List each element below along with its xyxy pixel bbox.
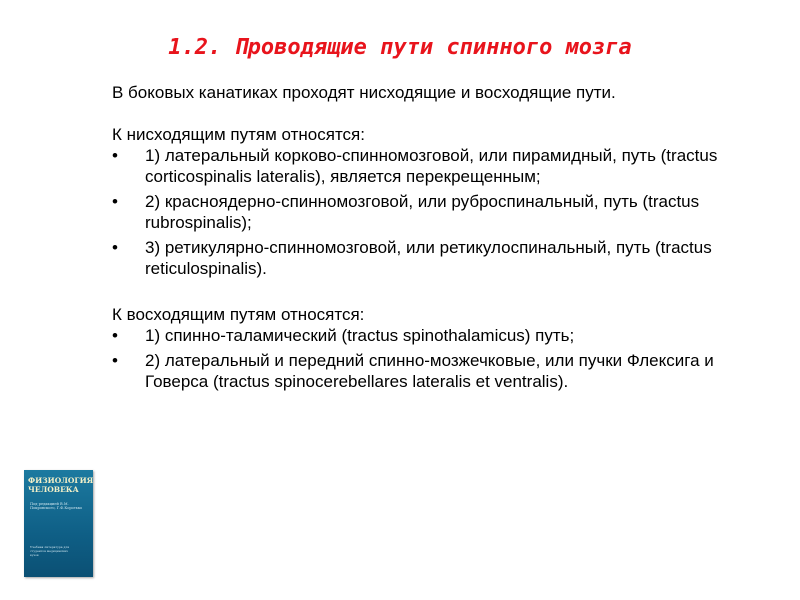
- list-item-text: 3) ретикулярно-спинномозговой, или ретикулоспинальный, путь (tractus reticulospinalis).: [145, 238, 712, 278]
- slide-body: [112, 82, 772, 396]
- bullet-icon: •: [112, 238, 118, 257]
- book-footer: Учебная литература для студентов медицинских вузов: [30, 545, 70, 557]
- bullet-icon: •: [112, 351, 118, 370]
- list-item-text: 2) красноядерно-спинномозговой, или руброспинальный, путь (tractus rubrospinalis);: [145, 192, 700, 232]
- list-item: [112, 145, 772, 187]
- book-title: ФИЗИОЛОГИЯ ЧЕЛОВЕКА: [28, 476, 93, 494]
- list-item: [112, 237, 772, 279]
- bullet-icon: •: [112, 192, 118, 211]
- intro-paragraph: В боковых канатиках проходят нисходящие и восходящие пути.: [112, 83, 616, 102]
- bullet-icon: •: [112, 146, 118, 165]
- list-item-text: 1) спинно-таламический (tractus spinothalamicus) путь;: [145, 326, 575, 345]
- list-item: [112, 350, 772, 392]
- list-item: [112, 191, 772, 233]
- ascending-heading: К восходящим путям относятся:: [112, 305, 365, 324]
- list-item-text: 1) латеральный корково-спинномозговой, или пирамидный, путь (tractus corticospinalis lateralis), является перекрещенным;: [145, 146, 718, 186]
- spacer: [112, 103, 772, 124]
- list-item: [112, 325, 772, 346]
- spacer: [112, 283, 772, 304]
- book-subtitle: Под редакцией В.М. Покровского, Г.Ф.Коротько: [30, 502, 83, 511]
- bullet-icon: •: [112, 326, 118, 345]
- list-item-text: 2) латеральный и передний спинно-мозжечковые, или пучки Флексига и Говерса (tractus spinocerebellares lateralis et ventralis).: [145, 351, 714, 391]
- descending-heading: К нисходящим путям относятся:: [112, 125, 365, 144]
- page-title: 1.2. Проводящие пути спинного мозга: [168, 35, 632, 60]
- book-cover-image: [24, 470, 93, 577]
